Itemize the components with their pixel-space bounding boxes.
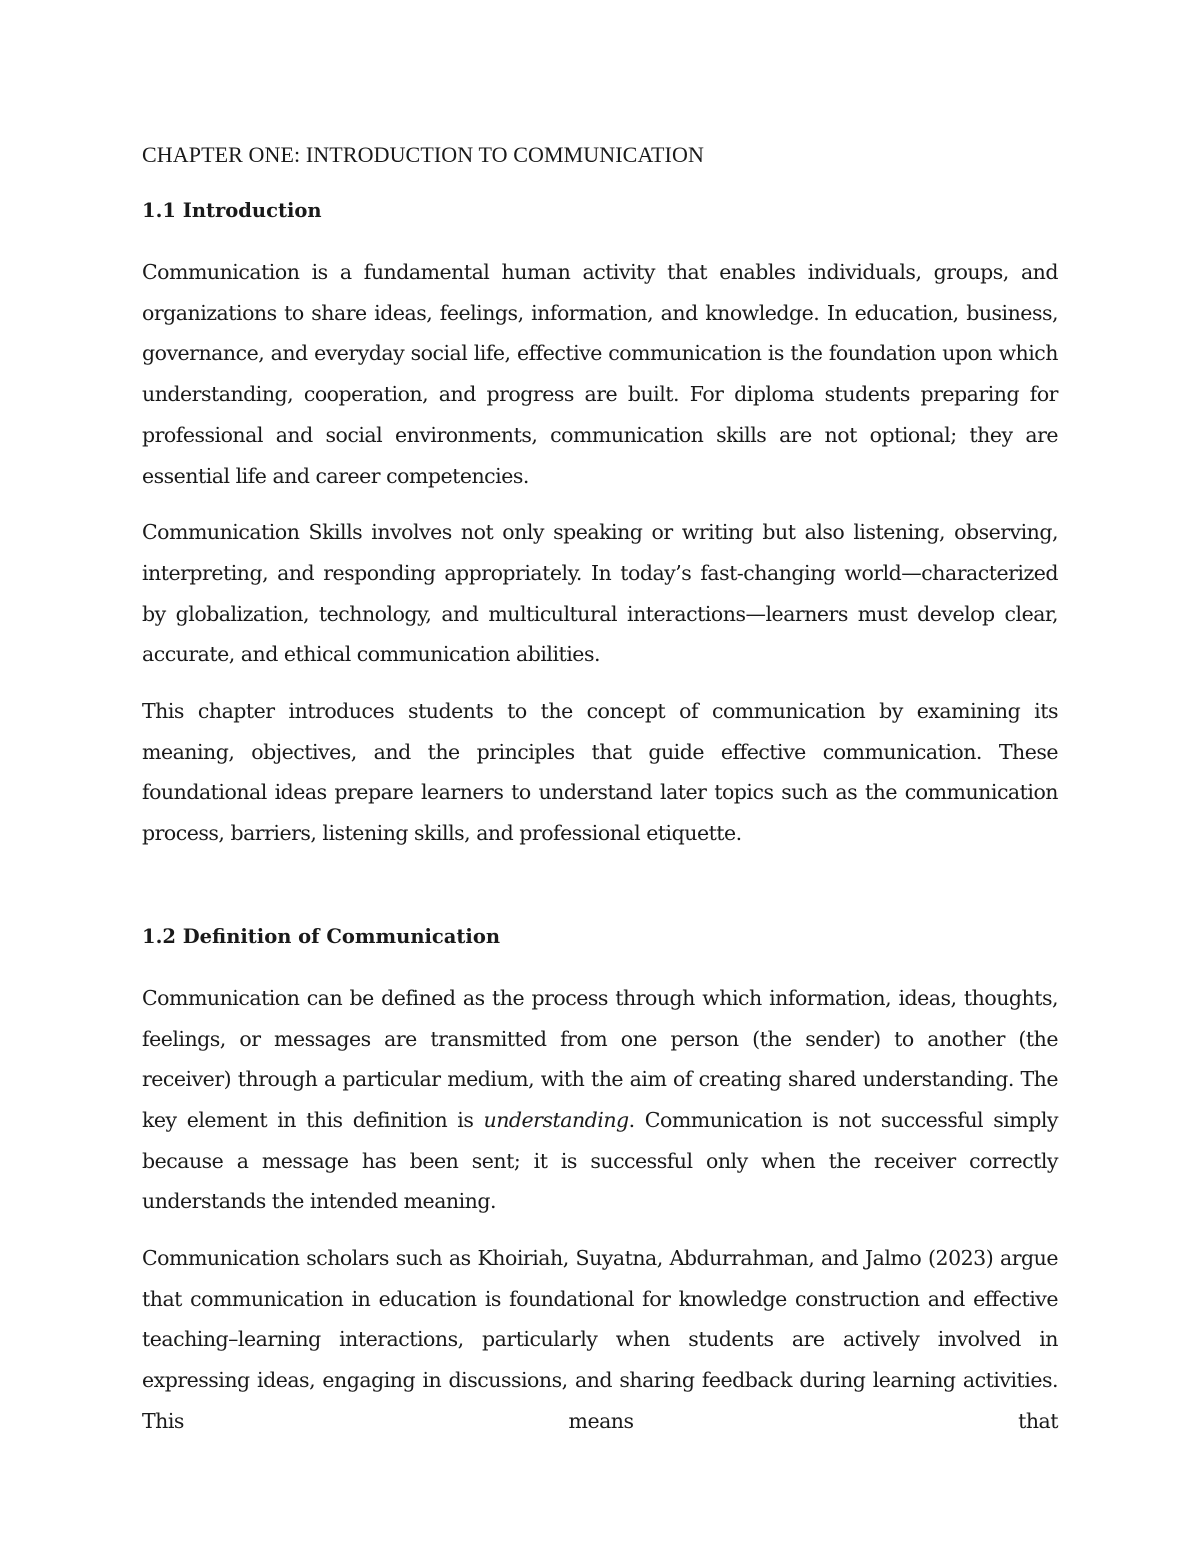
emphasis-understanding: understanding [483, 1107, 629, 1132]
paragraph-intro-2: Communication Skills involves not only speaking or writing but also listening, observing, interpreting, and responding appropriately. In today’s fast-changing world—characterized by globalization, technology, and multicultural interactions—learners must develop clear, accurate, and ethical communication abilities. [142, 520, 1058, 667]
definition-text-start: Communication can be defined as the process through which information, ideas, thoughts, feelings, or messages are transmitted from one person (the sender) to another (the receiver) through a particular medium, with the aim of creating shared understanding. The key element in this definition is [142, 985, 1058, 1132]
section-heading-introduction: 1.1 Introduction [142, 199, 322, 222]
chapter-title: CHAPTER ONE: INTRODUCTION TO COMMUNICATION [142, 142, 704, 167]
document-page [142, 140, 1058, 1458]
section-heading-definition: 1.2 Definition of Communication [142, 924, 501, 948]
definition-text-end: . Communication is not successful simply because a message has been sent; it is successful only when the receiver correctly understands the intended meaning. [142, 1107, 1058, 1214]
paragraph-definition-1 [142, 978, 1058, 1222]
paragraph-intro-1: Communication is a fundamental human activity that enables individuals, groups, and organizations to share ideas, feelings, information, and knowledge. In education, business, governance, and everyday social life, effective communication is the foundation upon which understanding, cooperation, and progress are built. For diploma students preparing for professional and social environments, communication skills are not optional; they are essential life and career competencies. [142, 260, 1058, 488]
paragraph-definition-2: Communication scholars such as Khoiriah, Suyatna, Abdurrahman, and Jalmo (2023) argue that communication in education is foundational for knowledge construction and effective teaching–learning interactions, particularly when students are actively involved in expressing ideas, engaging in discussions, and sharing feedback during learning activities. This means that [142, 1246, 1058, 1433]
paragraph-intro-3: This chapter introduces students to the concept of communication by examining its meaning, objectives, and the principles that guide effective communication. These foundational ideas prepare learners to understand later topics such as the communication process, barriers, listening skills, and professional etiquette. [142, 699, 1058, 846]
